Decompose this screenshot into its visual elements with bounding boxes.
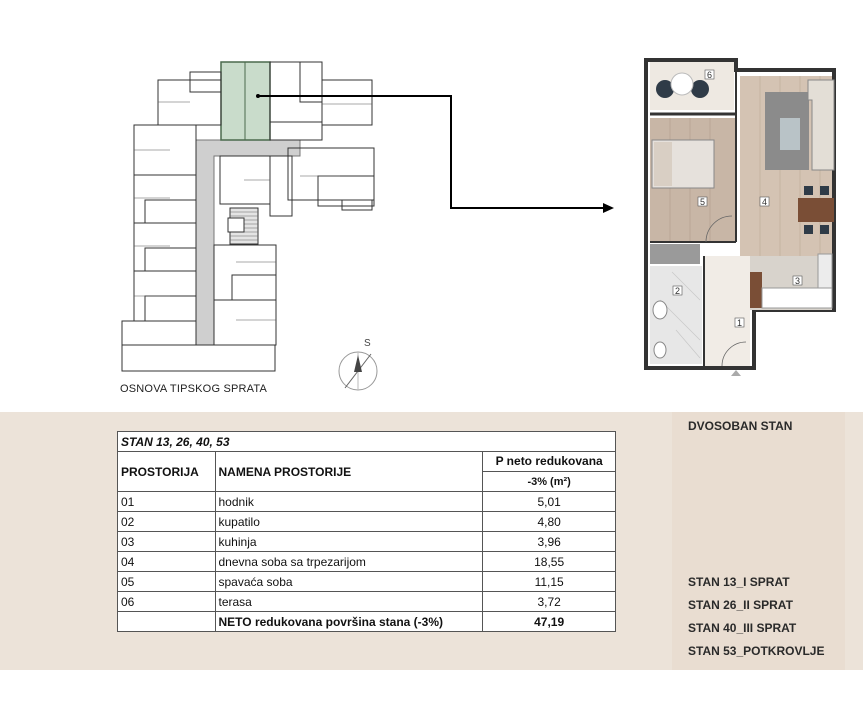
typical-floor-plan: [122, 62, 374, 371]
rooms-table: [117, 431, 616, 632]
row-room: 05: [118, 572, 216, 592]
header-purpose: NAMENA PROSTORIJE: [215, 452, 483, 492]
row-area: 3,72: [483, 592, 616, 612]
table-header-row: [118, 452, 616, 472]
row-room: 06: [118, 592, 216, 612]
row-room: 02: [118, 512, 216, 532]
total-label: NETO redukovana površina stana (-3%): [215, 612, 483, 632]
table-row: [118, 492, 616, 512]
row-room: 01: [118, 492, 216, 512]
table-row: [118, 552, 616, 572]
floor-item: STAN 26_II SPRAT: [688, 598, 793, 612]
header-area-line1: P neto redukovana: [483, 452, 616, 472]
floor-item: STAN 40_III SPRAT: [688, 621, 797, 635]
row-purpose: terasa: [215, 592, 483, 612]
room-number-5: 5: [700, 197, 706, 207]
pointer-arrow: [256, 94, 614, 213]
row-room: 04: [118, 552, 216, 572]
apartment-plan: [646, 60, 834, 376]
row-purpose: hodnik: [215, 492, 483, 512]
row-area: 18,55: [483, 552, 616, 572]
table-row: [118, 532, 616, 552]
header-area-line2: -3% (m²): [483, 472, 616, 492]
total-area: 47,19: [483, 612, 616, 632]
floor-item: STAN 13_I SPRAT: [688, 575, 790, 589]
floors-list: [688, 575, 824, 667]
plan-caption: OSNOVA TIPSKOG SPRATA: [120, 383, 268, 395]
row-purpose: kuhinja: [215, 532, 483, 552]
row-purpose: spavaća soba: [215, 572, 483, 592]
row-area: 5,01: [483, 492, 616, 512]
row-area: 3,96: [483, 532, 616, 552]
row-area: 4,80: [483, 512, 616, 532]
table-row: [118, 512, 616, 532]
table-row: [118, 592, 616, 612]
table-title-row: [118, 432, 616, 452]
table-title: STAN 13, 26, 40, 53: [118, 432, 616, 452]
table-total-row: [118, 612, 616, 632]
room-number-6: 6: [707, 70, 713, 80]
room-number-2: 2: [675, 286, 681, 296]
room-number-4: 4: [762, 197, 768, 207]
compass-label: S: [364, 338, 371, 349]
room-number-1: 1: [737, 318, 743, 328]
table-row: [118, 572, 616, 592]
apartment-type: DVOSOBAN STAN: [688, 419, 793, 433]
header-room: PROSTORIJA: [118, 452, 216, 492]
room-number-3: 3: [795, 276, 801, 286]
row-purpose: dnevna soba sa trpezarijom: [215, 552, 483, 572]
total-empty-cell: [118, 612, 216, 632]
row-room: 03: [118, 532, 216, 552]
floor-item: STAN 53_POTKROVLJE: [688, 644, 825, 658]
row-area: 11,15: [483, 572, 616, 592]
compass-icon: [339, 352, 377, 390]
row-purpose: kupatilo: [215, 512, 483, 532]
